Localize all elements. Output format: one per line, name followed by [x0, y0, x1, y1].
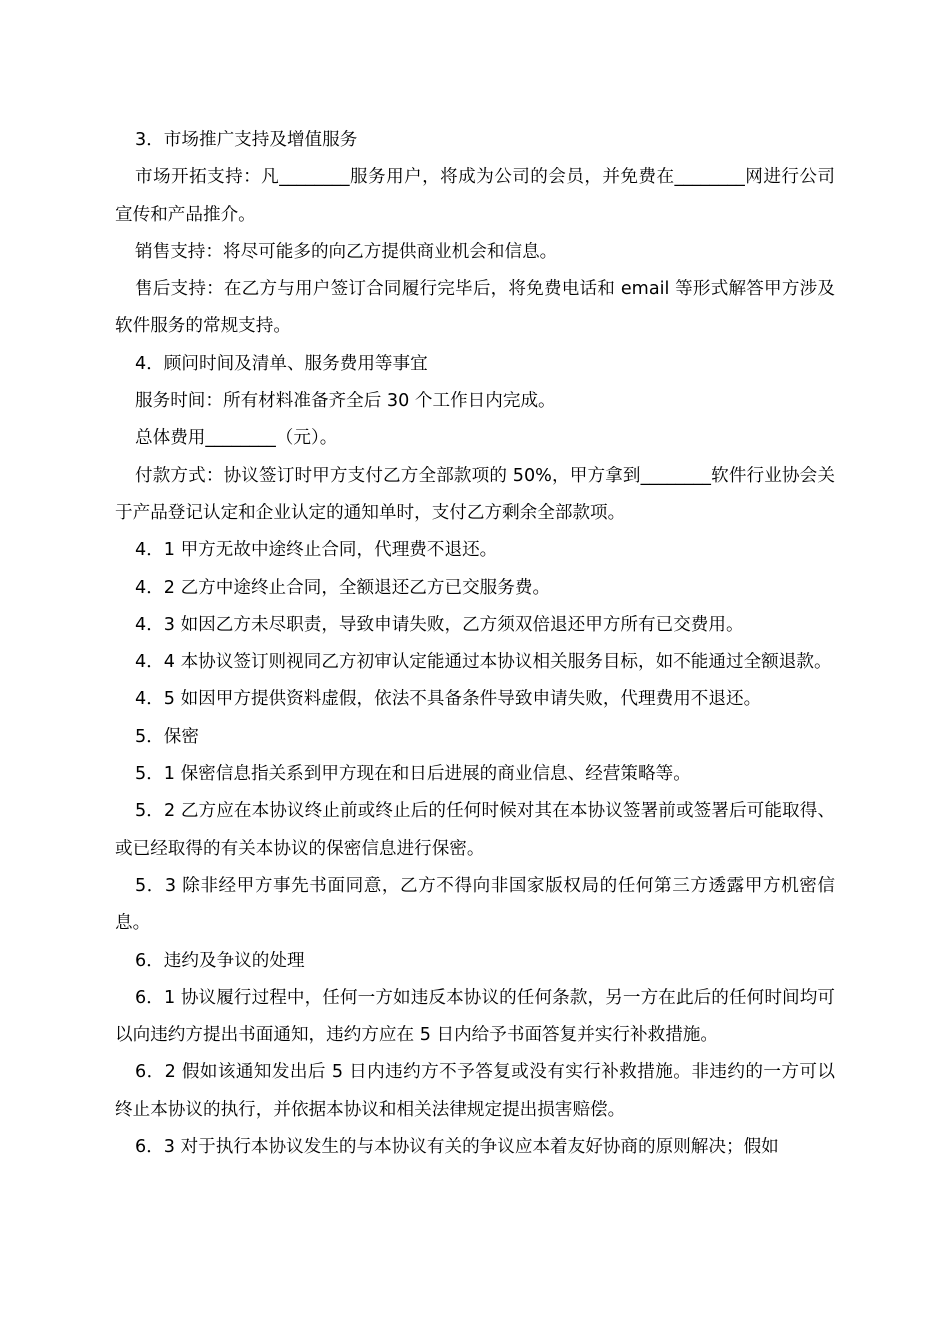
clause-4-5: 4．5 如因甲方提供资料虚假，依法不具备条件导致申请失败，代理费用不退还。	[135, 689, 762, 710]
clause-6-1: 6．1 协议履行过程中，任何一方如违反本协议的任何条款，另一方在此后的任何时间均可以向违约方提出书面通知，违约方应在 5 日内给予书面答复并实行补救措施。	[115, 987, 835, 1046]
clause-5-3: 5．3 除非经甲方事先书面同意，乙方不得向非国家版权局的任何第三方透露甲方机密信息。	[115, 875, 835, 934]
section-3-heading: 3．市场推广支持及增值服务	[135, 130, 358, 150]
paragraph-total-fee: 总体费用________（元）。	[135, 428, 338, 449]
clause-5-2: 5．2 乙方应在本协议终止前或终止后的任何时候对其在本协议签署前或签署后可能取得、或已经取得的有关本协议的保密信息进行保密。	[115, 801, 835, 859]
section-4-heading: 4．顾问时间及清单、服务费用等事宜	[135, 353, 428, 374]
clause-6-2: 6．2 假如该通知发出后 5 日内违约方不予答复或没有实行补救措施。非违约的一方可以终止本协议的执行，并依据本协议和相关法律规定提出损害赔偿。	[115, 1062, 835, 1120]
document-body	[115, 122, 835, 1166]
clause-4-1: 4．1 甲方无故中途终止合同，代理费不退还。	[135, 540, 498, 561]
clause-4-2: 4．2 乙方中途终止合同，全额退还乙方已交服务费。	[135, 577, 551, 598]
clause-5-1: 5．1 保密信息指关系到甲方现在和日后进展的商业信息、经营策略等。	[135, 764, 691, 785]
clause-4-3: 4．3 如因乙方未尽职责，导致申请失败，乙方须双倍退还甲方所有已交费用。	[135, 614, 744, 635]
paragraph-sales-support: 销售支持：将尽可能多的向乙方提供商业机会和信息。	[135, 241, 558, 262]
clause-6-3: 6．3 对于执行本协议发生的与本协议有关的争议应本着友好协商的原则解决；假如	[135, 1137, 779, 1158]
clause-4-4: 4．4 本协议签订则视同乙方初审认定能通过本协议相关服务目标，如不能通过全额退款。	[135, 652, 832, 673]
paragraph-market-expansion: 市场开拓支持：凡________服务用户，将成为公司的会员，并免费在________网进行公司宣传和产品推介。	[115, 167, 835, 225]
section-6-heading: 6．违约及争议的处理	[135, 950, 305, 971]
paragraph-service-time: 服务时间：所有材料准备齐全后 30 个工作日内完成。	[135, 391, 556, 412]
paragraph-payment-method: 付款方式：协议签订时甲方支付乙方全部款项的 50%，甲方拿到________软件行业协会关于产品登记认定和企业认定的通知单时，支付乙方剩余全部款项。	[115, 465, 835, 523]
section-5-heading: 5．保密	[135, 726, 199, 747]
paragraph-after-sales: 售后支持：在乙方与用户签订合同履行完毕后，将免费电话和 email 等形式解答甲方涉及软件服务的常规支持。	[115, 279, 835, 337]
